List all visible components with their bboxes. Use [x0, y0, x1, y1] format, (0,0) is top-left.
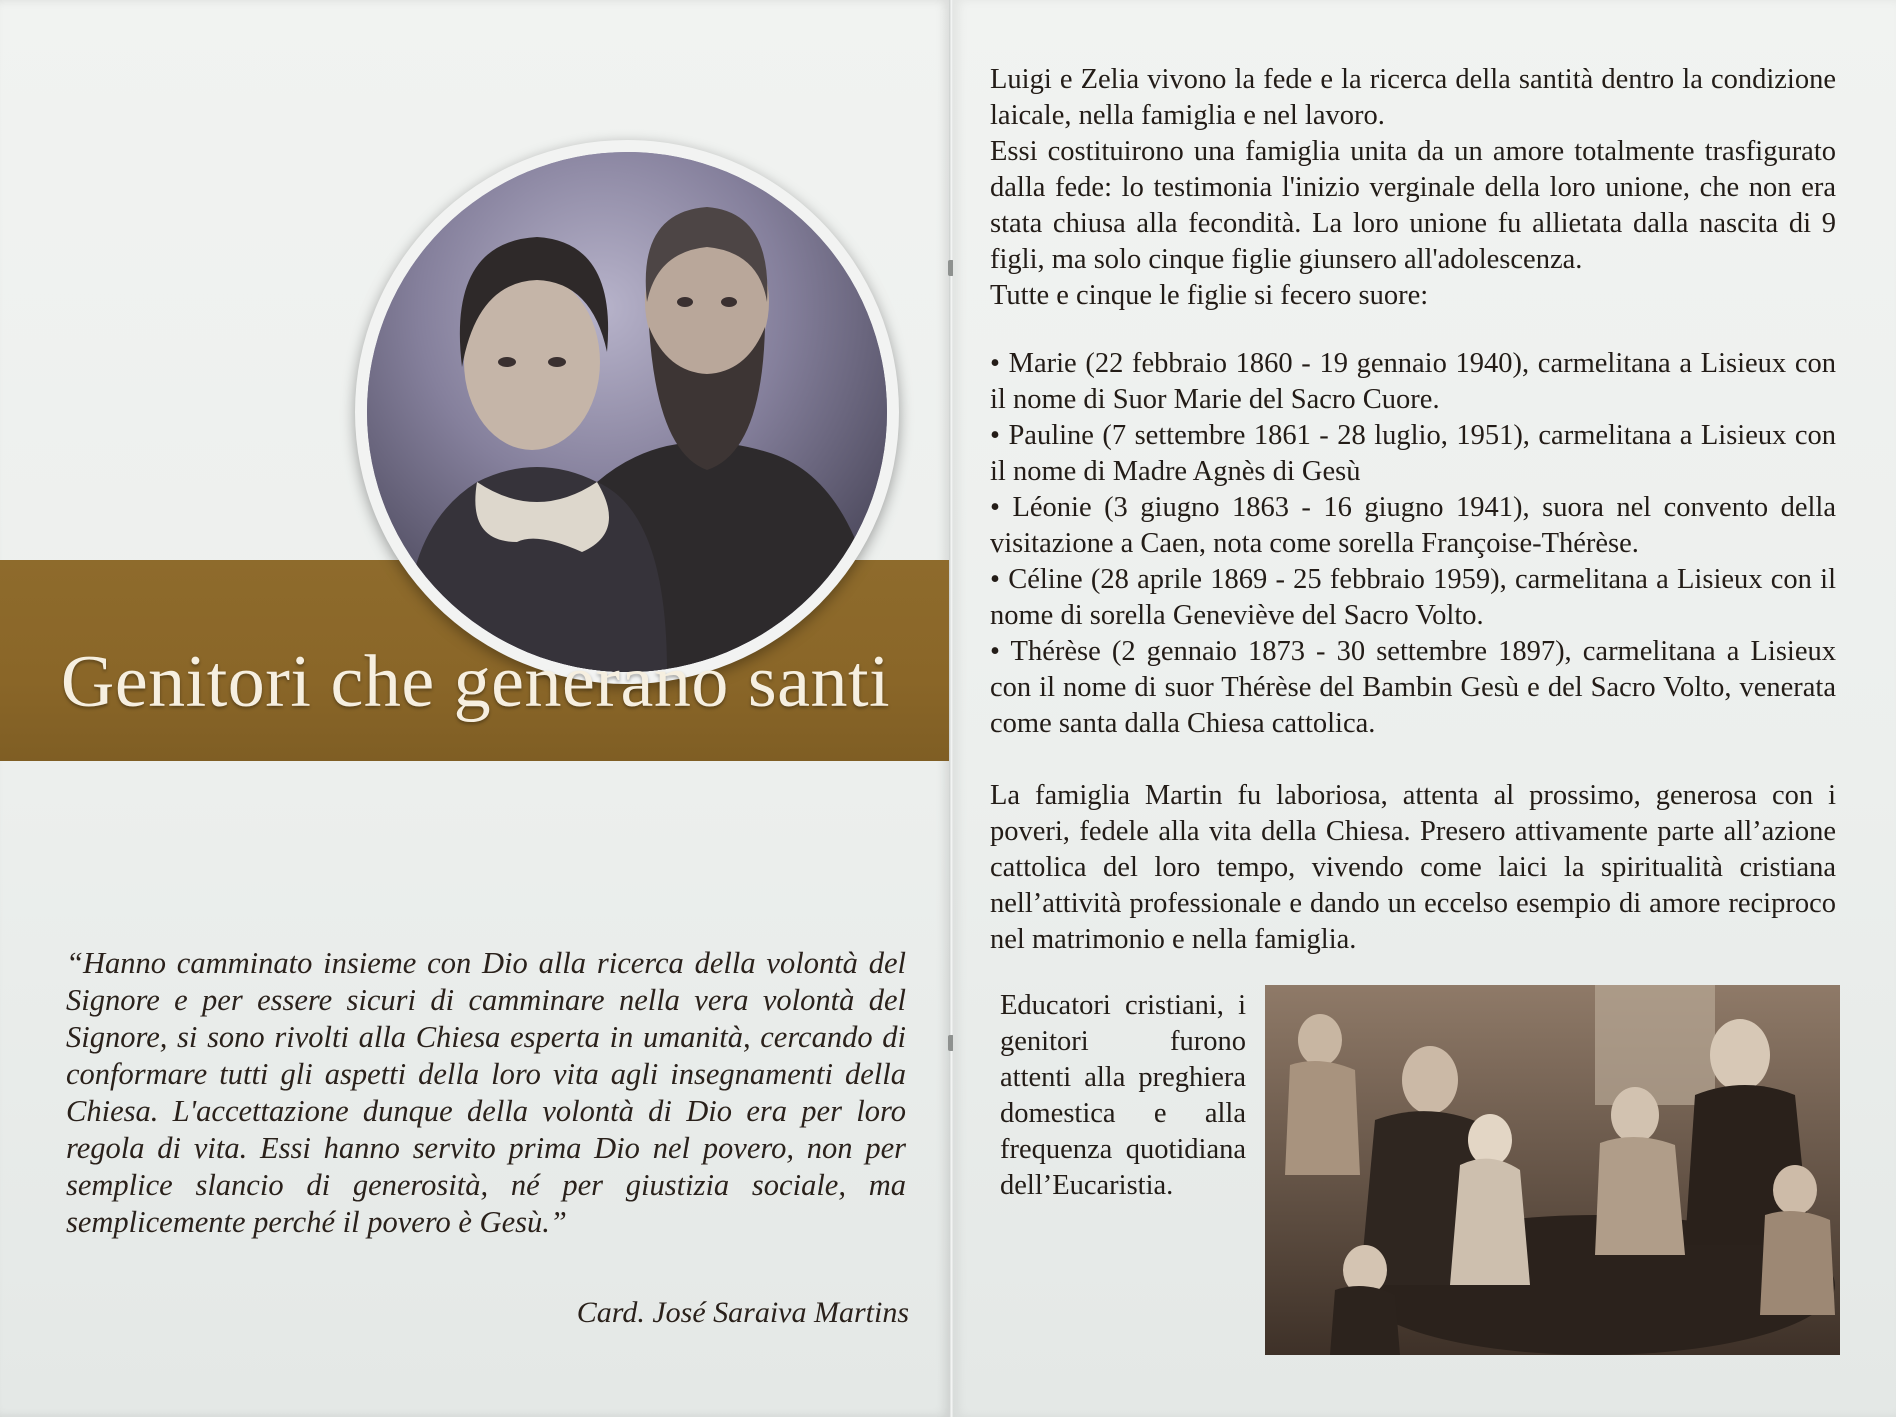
- page-title: Genitori che generano santi: [60, 641, 891, 723]
- intro-paragraph-1: Luigi e Zelia vivono la fede e la ricerca della santità dentro la condizione laicale, nella famiglia e nel lavoro.: [990, 64, 1836, 131]
- intro-paragraph-3: Tutte e cinque le figlie si fecero suore:: [990, 280, 1429, 311]
- family-painting: [1265, 985, 1840, 1355]
- intro-block: [990, 62, 1836, 314]
- intro-paragraph-2: Essi costituirono una famiglia unita da un amore totalmente trasfigurato dalla fede: lo testimonia l'inizio verginale della loro unione, che non era stata chiusa alla fecondità. La loro unione fu allietata dalla nascita di 9 figli, ma solo cinque figlie giunsero all'adolescenza.: [990, 136, 1836, 275]
- quote-signature: Card. José Saraiva Martins: [576, 1296, 909, 1329]
- cardinal-quote: “Hanno camminato insieme con Dio alla ricerca della volontà del Signore e per essere sicuri di camminare nella vera volontà del Signore, si sono rivolti alla Chiesa esperta in umanità, cercando di conformare tutti gli aspetti della loro vita agli insegnamenti della Chiesa. L'accettazione dunque della volontà di Dio era per loro regola di vita. Essi hanno servito prima Dio nel povero, non per semplice slancio di generosità, né per giustizia sociale, ma semplicemente perché il povero è Gesù.”: [66, 946, 906, 1239]
- daughter-item-celine: • Céline (28 aprile 1869 - 25 febbraio 1959), carmelitana a Lisieux con il nome di sorella Geneviève del Sacro Volto.: [990, 564, 1836, 631]
- portrait-frame: [355, 140, 899, 684]
- family-paragraph: La famiglia Martin fu laboriosa, attenta al prossimo, generosa con i poveri, fedele alla vita della Chiesa. Presero attivamente parte all’azione cattolica del loro tempo, vivendo come laici la spiritualità cristiana nell’attività professionale e dando un eccelso esempio di amore reciproco nel matrimonio e nella famiglia.: [990, 780, 1836, 955]
- daughter-item-pauline: • Pauline (7 settembre 1861 - 28 luglio, 1951), carmelitana a Lisieux con il nome di Madre Agnès di Gesù: [990, 420, 1836, 487]
- couple-portrait-image: [367, 152, 887, 672]
- daughter-item-therese: • Thérèse (2 gennaio 1873 - 30 settembre 1897), carmelitana a Lisieux con il nome di suor Thérèse del Bambin Gesù e del Sacro Volto, venerata come santa dalla Chiesa cattolica.: [990, 636, 1836, 739]
- daughter-item-marie: • Marie (22 febbraio 1860 - 19 gennaio 1940), carmelitana a Lisieux con il nome di Suor Marie del Sacro Cuore.: [990, 348, 1836, 415]
- daughter-item-leonie: • Léonie (3 giugno 1863 - 16 giugno 1941), suora nel convento della visitazione a Caen, nota come sorella Françoise-Thérèse.: [990, 492, 1836, 559]
- couple-portrait: [367, 152, 887, 672]
- daughters-list: [990, 346, 1836, 742]
- family-painting-image: [1265, 985, 1840, 1355]
- educators-paragraph: Educatori cristiani, i genitori furono attenti alla preghiera domestica e alla frequenza quotidiana dell’Eucaristia.: [1000, 990, 1246, 1201]
